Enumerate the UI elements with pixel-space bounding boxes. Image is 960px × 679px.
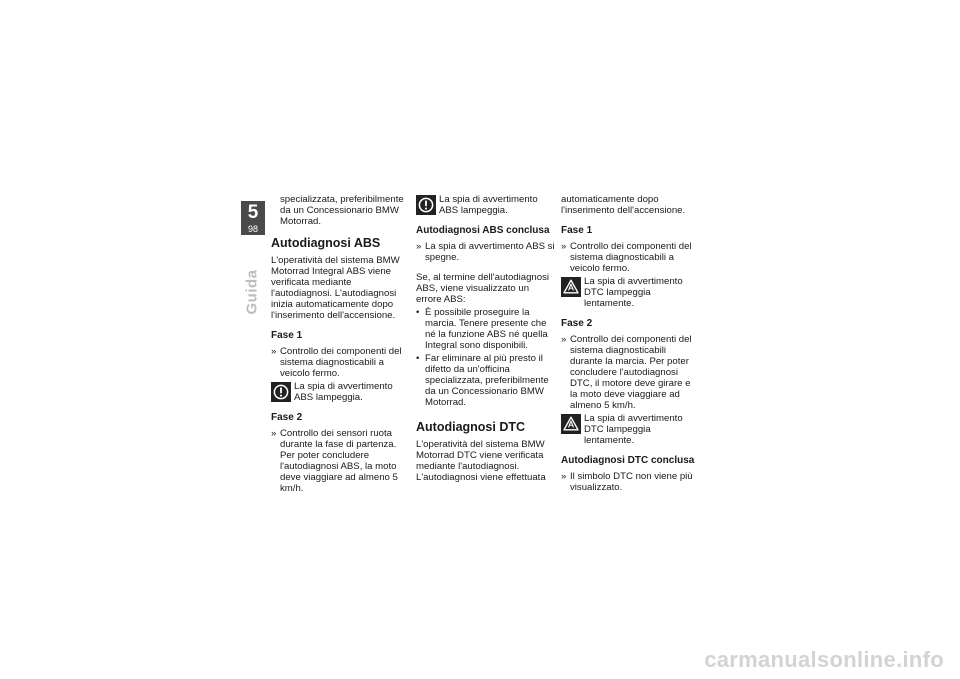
bullet-item [416,353,555,408]
step-marker: » [561,471,567,482]
bullet-marker: • [416,307,420,318]
phase-heading: Fase 1 [271,330,303,341]
warning-text: La spia di avvertimento ABS lampeggia. [439,194,538,216]
step-marker: » [271,346,277,357]
step-item [561,241,700,274]
step-text: Controllo dei componenti del sistema diagnosticabili a veicolo fermo. [280,346,402,379]
subsection-heading: Autodiagnosi DTC conclusa [561,455,695,466]
step-marker: » [561,241,567,252]
warning-text: La spia di avvertimento DTC lampeggia lentamente. [584,276,683,309]
step-marker: » [561,334,567,345]
step-item [561,471,700,493]
bullet-text: È possibile proseguire la marcia. Tenere presente che né la funzione ABS né quella Integral sono disponibili. [425,307,548,351]
step-item [271,428,410,494]
paragraph: automaticamente dopo l'inserimento dell'accensione. [561,194,686,216]
step-text: Il simbolo DTC non viene più visualizzato. [570,471,693,493]
step-text: Controllo dei componenti del sistema diagnosticabili a veicolo fermo. [570,241,692,274]
phase-heading: Fase 2 [271,412,303,423]
abs-warning-icon [271,382,291,402]
bullet-text: Far eliminare al più presto il difetto da un'officina specializzata, preferibilmente da un Concessionario BMW Motorrad. [425,353,549,408]
section-label: Guida [243,269,261,315]
paragraph: L'operatività del sistema BMW Motorrad DTC viene verificata mediante l'autodiagnosi. L'autodiagnosi viene effettuata [416,439,546,483]
warning-note [416,194,555,216]
phase-heading: Fase 2 [561,318,593,329]
section-side-label [236,262,268,322]
column-3 [561,194,700,495]
subsection-heading: Autodiagnosi ABS conclusa [416,225,550,236]
warning-text: La spia di avvertimento ABS lampeggia. [294,381,393,403]
step-item [416,241,555,263]
step-text: Controllo dei componenti del sistema diagnosticabili durante la marcia. Per poter concludere l'autodiagnosi DTC, il motore deve girare e la moto deve viaggiare ad almeno 5 km/h. [570,334,692,411]
paragraph: L'operatività del sistema BMW Motorrad Integral ABS viene verificata mediante l'autodiagnosi. L'autodiagnosi inizia automaticamente dopo l'inserimento dell'accensione. [271,255,400,321]
warning-note [271,381,410,403]
step-marker: » [416,241,422,252]
bullet-item [416,307,555,351]
bullet-marker: • [416,353,420,364]
column-2 [416,194,555,492]
step-marker: » [271,428,277,439]
section-heading-abs: Autodiagnosi ABS [271,236,381,250]
warning-note [561,276,700,309]
dtc-warning-icon [561,277,581,297]
watermark-text: carmanualsonline.info [704,647,944,672]
section-heading-dtc: Autodiagnosi DTC [416,420,526,434]
step-text: La spia di avvertimento ABS si spegne. [425,241,555,263]
step-text: Controllo dei sensori ruota durante la fase di partenza. Per poter concludere l'autodiagnosi ABS, la moto deve viaggiare ad almeno 5 km/h. [280,428,398,494]
step-item [561,334,700,411]
column-1 [271,194,410,496]
phase-heading: Fase 1 [561,225,593,236]
warning-note [561,413,700,446]
chapter-marker [241,201,265,235]
step-item [271,346,410,379]
dtc-warning-icon [561,414,581,434]
chapter-number: 5 [247,202,259,223]
page-number: 98 [247,224,258,234]
abs-warning-icon [416,195,436,215]
paragraph: Se, al termine dell'autodiagnosi ABS, viene visualizzato un errore ABS: [416,272,550,305]
paragraph: specializzata, preferibilmente da un Concessionario BMW Motorrad. [280,194,404,227]
warning-text: La spia di avvertimento DTC lampeggia lentamente. [584,413,683,446]
